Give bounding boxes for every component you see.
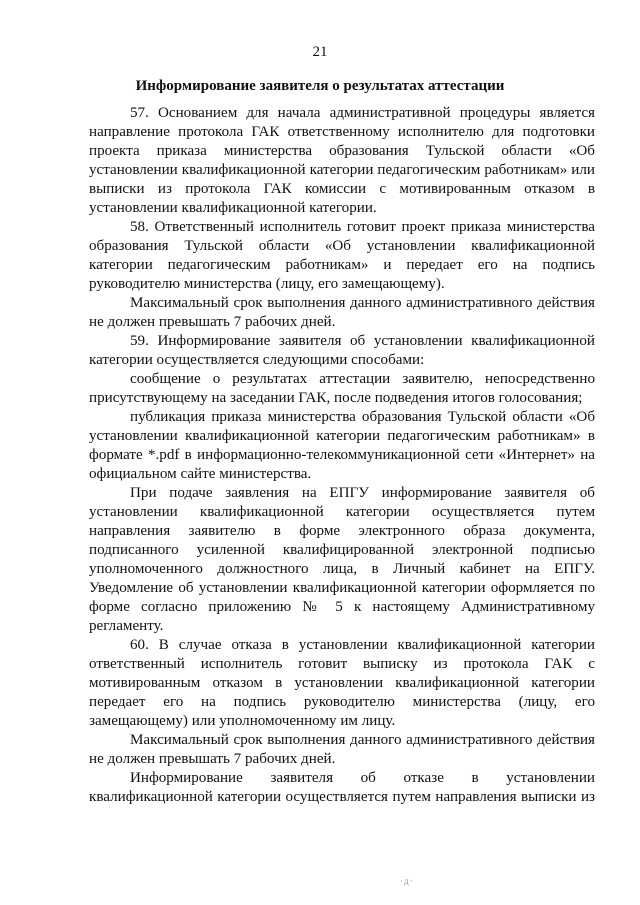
paragraph-60: 60. В случае отказа в установлении квалификационной категории ответственный исполнитель готовит выписку из протокола ГАК с мотивированным отказом в установлении квалификационной категории передает его на подпись руководителю министерства (лицу, его замещающему) или уполномоченному им лицу.	[89, 637, 595, 729]
body-text	[89, 104, 595, 807]
section-heading: Информирование заявителя о результатах аттестации	[135, 78, 505, 94]
paragraph-57: 57. Основанием для начала административной процедуры является направление протокола ГАК ответственному исполнителю для подготовки проекта приказа министерства образования Тульской области «Об установлении квалификационной категории педагогическим работникам» или выписки из протокола ГАК комиссии с мотивированным отказом в установлении квалификационной категории.	[89, 105, 595, 216]
paragraph-60-refusal: Информирование заявителя об отказе в установлении квалификационной категории осуществляется путем направления выписки из	[89, 770, 595, 805]
paragraph-59-epgu: При подаче заявления на ЕПГУ информирование заявителя об установлении квалификационной категории осуществляется путем направления заявителю в форме электронного образа документа, подписанного усиленной квалифицированной электронной подписью уполномоченного должностного лица, в Личный кабинет на ЕПГУ. Уведомление об установлении квалификационной категории оформляется по форме согласно приложению № 5 к настоящему Административному регламенту.	[89, 485, 595, 634]
paragraph-59-method-1: сообщение о результатах аттестации заявителю, непосредственно присутствующему на заседании ГАК, после подведения итогов голосования;	[89, 371, 595, 406]
scan-mark: ·д·	[400, 876, 414, 886]
paragraph-59: 59. Информирование заявителя об установлении квалификационной категории осуществляется следующими способами:	[89, 333, 595, 368]
paragraph-59-method-2: публикация приказа министерства образования Тульской области «Об установлении квалификационной категории педагогическим работникам» в формате *.pdf в информационно-телекоммуникационной сети «Интернет» на официальном сайте министерства.	[89, 409, 595, 482]
page-number: 21	[312, 44, 328, 60]
paragraph-58: 58. Ответственный исполнитель готовит проект приказа министерства образования Тульской области «Об установлении квалификационной категории педагогическим работникам» и передает его на подпись руководителю министерства (лицу, его замещающему).	[89, 219, 595, 292]
paragraph-60-deadline: Максимальный срок выполнения данного административного действия не должен превышать 7 рабочих дней.	[89, 732, 595, 767]
paragraph-58-deadline: Максимальный срок выполнения данного административного действия не должен превышать 7 рабочих дней.	[89, 295, 595, 330]
